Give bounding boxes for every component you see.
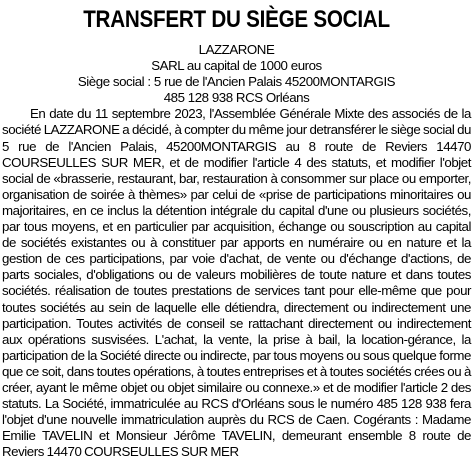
company-name: LAZZARONE <box>198 42 275 57</box>
company-registration: 485 128 938 RCS Orléans <box>163 90 310 106</box>
company-legal-form: SARL au capital de 1000 euros <box>151 58 322 74</box>
legal-notice <box>1 0 472 460</box>
company-head-office: Siège social : 5 rue de l'Ancien Palais 45200MONTARGIS <box>77 74 396 90</box>
notice-title: TRANSFERT DU SIÈGE SOCIAL <box>83 6 390 33</box>
notice-body: En date du 11 septembre 2023, l'Assemblée Générale Mixte des associés de la société LAZZARONE a décidé, à compter du même jour detransférer le siège social du 5 rue de l'Ancien Palais, 45200MONTARGIS au 8 route de Reviers 14470 COURSEULLES SUR MER, et de modifier l'article 4 des statuts, et modifier l'objet social de «brasserie, restaurant, bar, restauration à consommer sur place ou emporter, organisation de soirée à thèmes» par celui de «prise de participations minoritaires ou majoritaires, en ce inclus la détention intégrale du capital d'une ou plusieurs sociétés, par tous moyens, et en particulier par acquisition, échange ou souscription au capital de sociétés existantes ou à constituer par apports en numéraire ou en nature et la gestion de ces participations, par voie d'achat, de vente ou d'échange d'actions, de parts sociales, d'obligations ou de valeurs mobilières de toute nature et dans toutes sociétés. réalisation de toutes prestations de services tant pour elle-même que pour toutes sociétés au sein de laquelle elle détiendra, directement ou indirectement une participation. Toutes activités de conseil se rattachant directement ou indirectement aux opérations susvisées. L'achat, la vente, la prise à bail, la location-gérance, la participation de la Société directe ou indirecte, par tous moyens ou sous quelque forme que ce soit, dans toutes opérations, à toutes entreprises et à toutes sociétés crées ou à créer, ayant le même objet ou objet similaire ou connexe.» et de modifier l'article 2 des statuts. La Société, immatriculée au RCS d'Orléans sous le numéro 485 128 938 fera l'objet d'une nouvelle immatriculation auprès du RCS de Caen. Cogérants : Madame Emilie TAVELIN et Monsieur Jérôme TAVELIN, demeurant ensemble 8 route de Reviers 14470 COURSEULLES SUR MER <box>2 106 471 460</box>
